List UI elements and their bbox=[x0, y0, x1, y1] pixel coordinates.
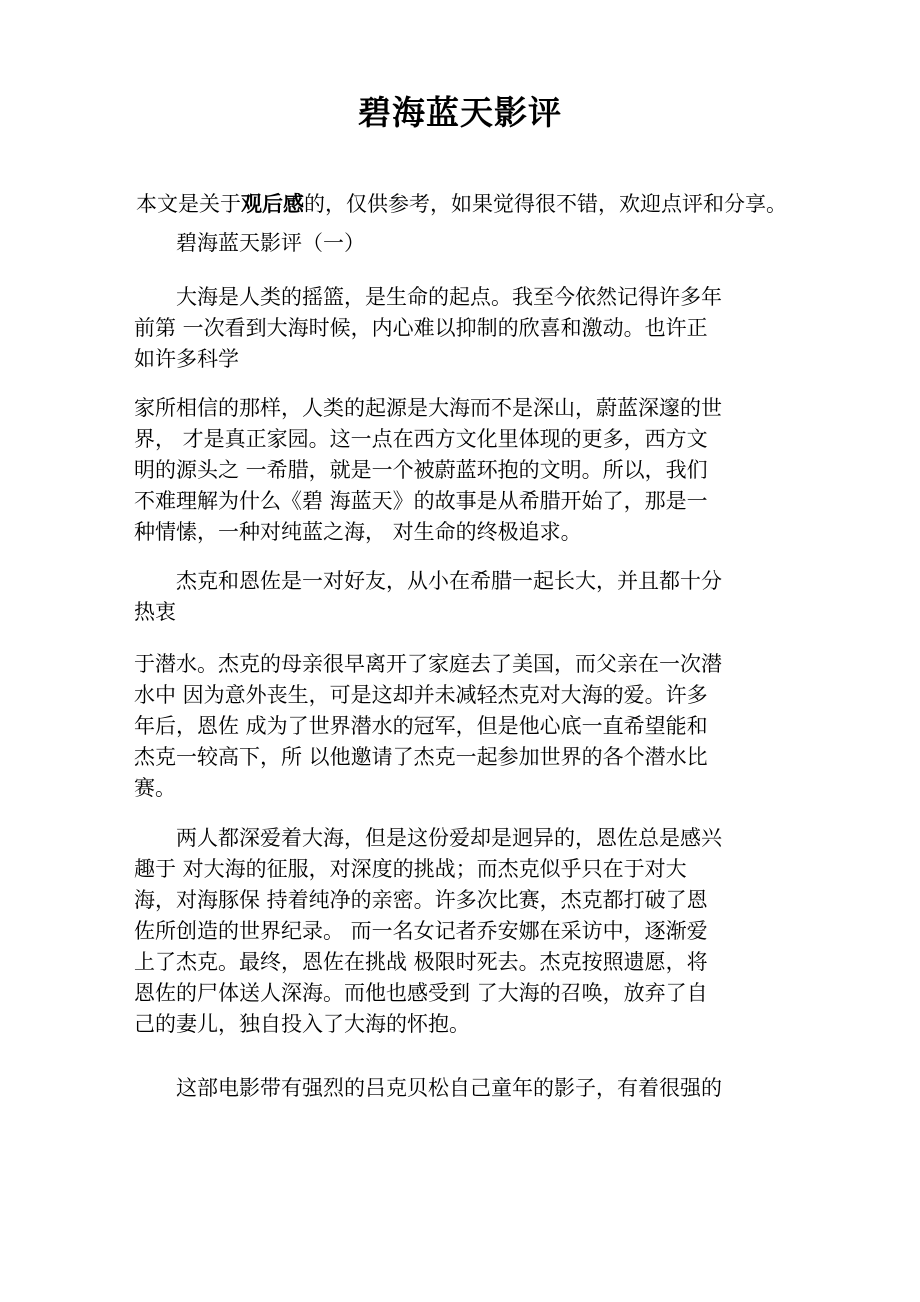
paragraph-line: 家所相信的那样，人类的起源是大海而不是深山，蔚蓝深邃的世 bbox=[134, 396, 722, 420]
paragraph-line: 上了杰克。最终，恩佐在挑战 极限时死去。杰克按照遗愿，将 bbox=[134, 950, 708, 974]
paragraph-line: 界， 才是真正家园。这一点在西方文化里体现的更多，西方文 bbox=[134, 427, 708, 451]
paragraph-4 bbox=[134, 649, 802, 804]
intro-line bbox=[136, 186, 916, 222]
paragraph-line: 不难理解为什么《碧 海蓝天》的故事是从希腊开始了，那是一 bbox=[134, 489, 708, 513]
paragraph-line: 明的源头之 一希腊，就是一个被蔚蓝环抱的文明。所以，我们 bbox=[134, 458, 708, 482]
subtitle-block bbox=[134, 228, 802, 259]
paragraph-line: 年后，恩佐 成为了世界潜水的冠军，但是他心底一直希望能和 bbox=[134, 714, 708, 738]
paragraph-line: 前第 一次看到大海时候，内心难以抑制的欣喜和激动。也许正 bbox=[134, 316, 708, 340]
paragraph-line: 于潜水。杰克的母亲很早离开了家庭去了美国，而父亲在一次潜 bbox=[134, 652, 722, 676]
document-title: 碧海蓝天影评 bbox=[358, 93, 562, 132]
paragraph-3 bbox=[134, 566, 802, 628]
paragraph-line: 这部电影带有强烈的吕克贝松自己童年的影子，有着很强的 bbox=[176, 1076, 722, 1100]
paragraph-line: 如许多科学 bbox=[134, 347, 239, 371]
paragraph-line: 热衷 bbox=[134, 600, 176, 624]
section-subtitle: 碧海蓝天影评（一） bbox=[176, 231, 365, 255]
paragraph-line: 杰克一较高下，所 以他邀请了杰克一起参加世界的各个潜水比 bbox=[134, 745, 708, 769]
paragraph-line: 佐所创造的世界纪录。 而一名女记者乔安娜在采访中，逐渐爱 bbox=[134, 919, 708, 943]
paragraph-line: 赛。 bbox=[134, 776, 176, 800]
paragraph-1 bbox=[134, 282, 802, 375]
paragraph-line: 杰克和恩佐是一对好友，从小在希腊一起长大，并且都十分 bbox=[176, 569, 722, 593]
paragraph-line: 趣于 对大海的征服，对深度的挑战；而杰克似乎只在于对大 bbox=[134, 857, 687, 881]
paragraph-6 bbox=[134, 1073, 802, 1104]
intro-suffix: 的，仅供参考，如果觉得很不错，欢迎点评和分享。 bbox=[304, 192, 787, 216]
paragraph-line: 己的妻儿，独自投入了大海的怀抱。 bbox=[134, 1012, 470, 1036]
paragraph-line: 水中 因为意外丧生，可是这却并未减轻杰克对大海的爱。许多 bbox=[134, 683, 708, 707]
paragraph-2 bbox=[134, 393, 802, 548]
intro-prefix: 本文是关于 bbox=[136, 192, 241, 216]
paragraph-line: 海，对海豚保 持着纯净的亲密。许多次比赛，杰克都打破了恩 bbox=[134, 888, 708, 912]
paragraph-line: 种情愫，一种对纯蓝之海， 对生命的终极追求。 bbox=[134, 520, 582, 544]
paragraph-line: 两人都深爱着大海，但是这份爱却是迥异的，恩佐总是感兴 bbox=[176, 826, 722, 850]
intro-bold-term: 观后感 bbox=[241, 192, 304, 216]
paragraph-line: 恩佐的尸体送人深海。而他也感受到 了大海的召唤，放弃了自 bbox=[134, 981, 708, 1005]
paragraph-line: 大海是人类的摇篮，是生命的起点。我至今依然记得许多年 bbox=[176, 285, 722, 309]
paragraph-5 bbox=[134, 823, 802, 1040]
